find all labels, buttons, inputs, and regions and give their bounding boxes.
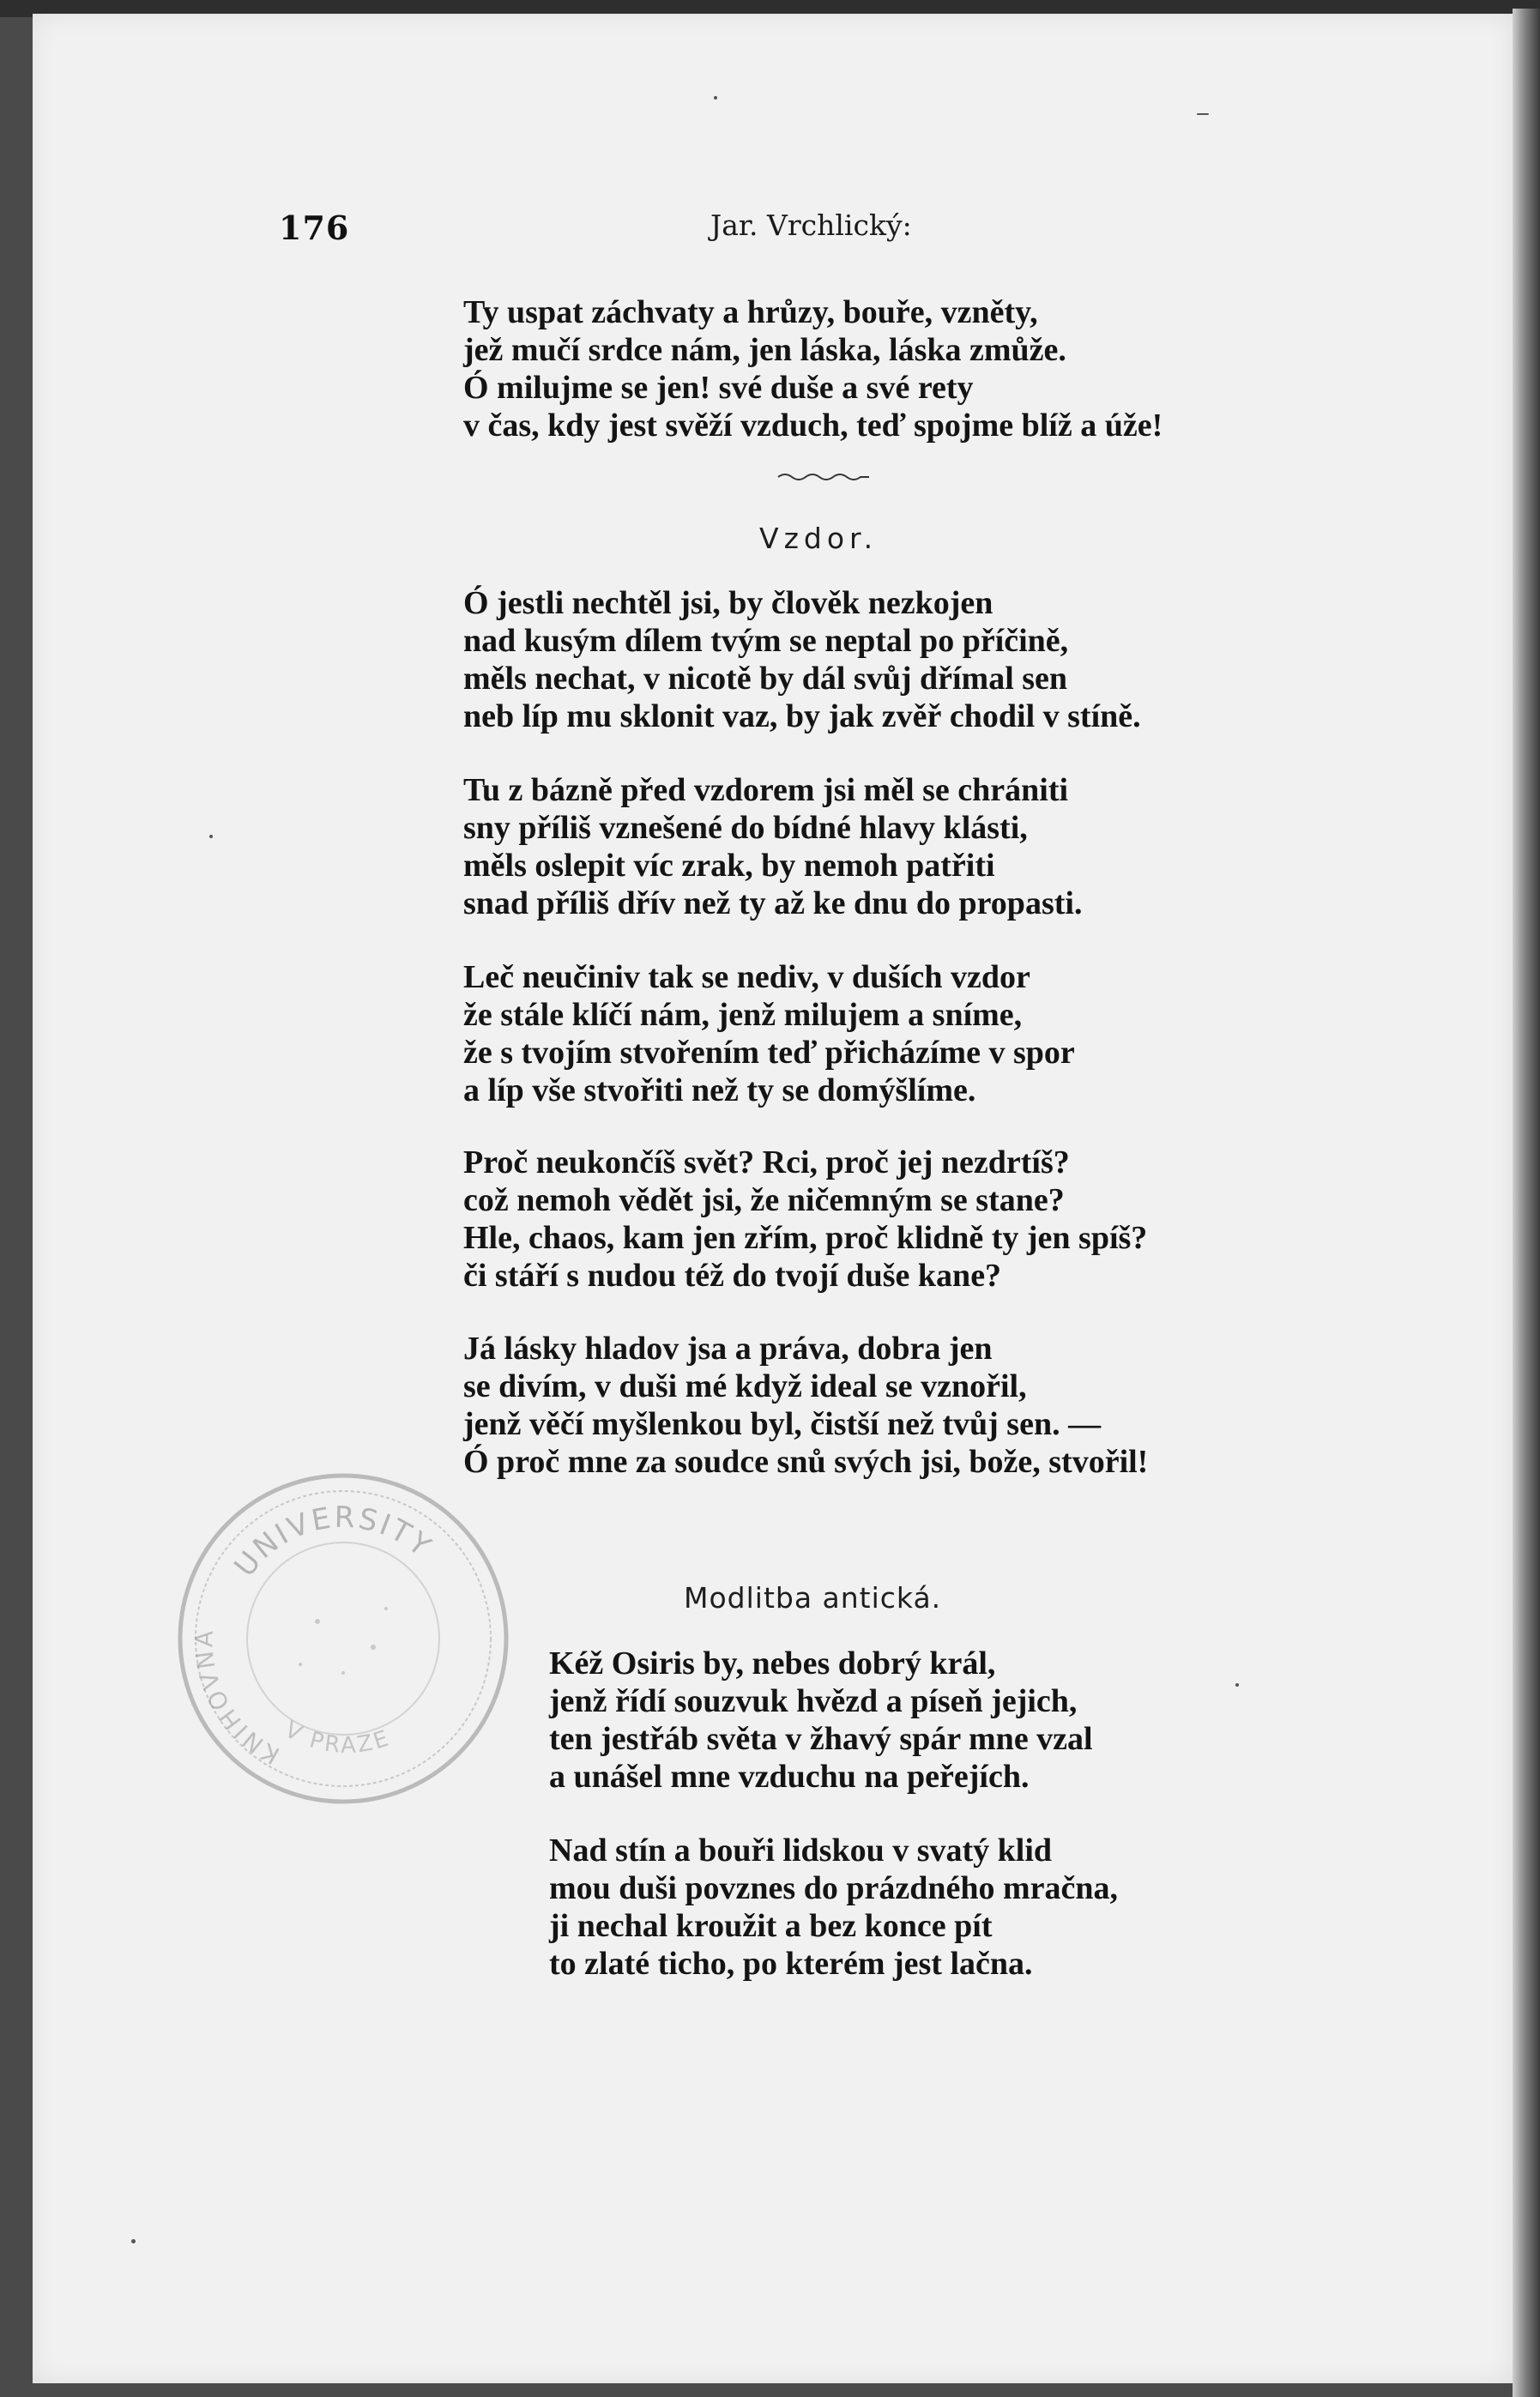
verse-line: Já lásky hladov jsa a práva, dobra jen bbox=[463, 1331, 993, 1367]
svg-text:V PRAZE bbox=[281, 1717, 394, 1758]
library-stamp-icon bbox=[172, 1467, 515, 1810]
verse-line: to zlaté ticho, po kterém jest lačna. bbox=[549, 1946, 1033, 1982]
vzdor-stanza-5 bbox=[463, 1330, 1148, 1481]
verse-line: Ty uspat záchvaty a hrůzy, bouře, vzněty, bbox=[463, 294, 1038, 330]
verse-line: mou duši povznes do prázdného mračna, bbox=[549, 1870, 1118, 1906]
verse-line: či stáří s nudou též do tvojí duše kane? bbox=[463, 1258, 1002, 1294]
verse-line: že stále klíčí nám, jenž milujem a sníme, bbox=[463, 997, 1023, 1033]
verse-line: v čas, kdy jest svěží vzduch, teď spojme blíž a úže! bbox=[463, 408, 1163, 444]
verse-line: měls oslepit víc zrak, by nemoh patřiti bbox=[463, 848, 995, 884]
svg-text:UNIVERSITY bbox=[227, 1500, 438, 1584]
paper-speck bbox=[131, 2239, 136, 2243]
verse-line: se divím, v duši mé když ideal se vznořil, bbox=[463, 1368, 1027, 1404]
vzdor-stanza-2 bbox=[463, 771, 1082, 922]
paper-speck bbox=[1235, 1683, 1239, 1687]
verse-line: že s tvojím stvořením teď přicházíme v spor bbox=[463, 1035, 1075, 1071]
verse-line: ji nechal kroužit a bez konce pít bbox=[549, 1908, 993, 1944]
stamp-text-top: UNIVERSITY bbox=[227, 1500, 439, 1584]
paper-speck bbox=[1197, 113, 1209, 115]
page-number: 176 bbox=[279, 208, 350, 247]
verse-line: Ó jestli nechtěl jsi, by člověk nezkojen bbox=[463, 585, 993, 621]
paper-speck bbox=[714, 96, 717, 100]
verse-line: což nemoh vědět jsi, že ničemným se stane? bbox=[463, 1182, 1065, 1218]
stamp-text-left: KNIHOVNA bbox=[190, 1627, 285, 1771]
verse-line: ten jestřáb světa v žhavý spár mne vzal bbox=[549, 1721, 1093, 1757]
verse-line: Hle, chaos, kam jen zřím, proč klidně ty jen spíš? bbox=[463, 1220, 1148, 1256]
verse-line: neb líp mu sklonit vaz, by jak zvěř chodil v stíně. bbox=[463, 698, 1141, 734]
verse-line: Ó proč mne za soudce snů svých jsi, bože, stvořil! bbox=[463, 1444, 1149, 1480]
verse-line: sny příliš vznešené do bídné hlavy klásti, bbox=[463, 810, 1028, 846]
verse-line: jež mučí srdce nám, jen láska, láska zmůže. bbox=[463, 332, 1066, 368]
svg-text:KNIHOVNA bbox=[190, 1627, 284, 1770]
verse-line: nad kusým dílem tvým se neptal po příčině, bbox=[463, 623, 1069, 659]
verse-line: Tu z bázně před vzdorem jsi měl se chrániti bbox=[463, 772, 1069, 808]
verse-line: snad příliš dřív než ty až ke dnu do propasti. bbox=[463, 885, 1083, 921]
poem-title-vzdor: Vzdor. bbox=[759, 522, 879, 555]
verse-line: Kéž Osiris by, nebes dobrý král, bbox=[549, 1645, 996, 1682]
poem-title-modlitba: Modlitba antická. bbox=[684, 1581, 942, 1615]
running-head: Jar. Vrchlický: bbox=[710, 208, 912, 242]
verse-line: Nad stín a bouři lidskou v svatý klid bbox=[549, 1832, 1053, 1869]
verse-line: Ó milujme se jen! své duše a své rety bbox=[463, 370, 974, 406]
stamp-text-bottom: V PRAZE bbox=[280, 1717, 395, 1759]
modlitba-stanza-1 bbox=[549, 1645, 1093, 1796]
verse-line: a líp vše stvořiti než ty se domýšlíme. bbox=[463, 1072, 976, 1108]
modlitba-stanza-2 bbox=[549, 1832, 1118, 1983]
verse-line: jenž věčí myšlenkou byl, čistší než tvůj sen. — bbox=[463, 1406, 1102, 1442]
vzdor-stanza-1 bbox=[463, 584, 1141, 735]
verse-line: jenž řídí souzvuk hvězd a píseň jejich, bbox=[549, 1683, 1078, 1719]
verse-line: a unášel mne vzduchu na peřejích. bbox=[549, 1759, 1030, 1795]
section-flourish bbox=[776, 470, 871, 482]
intro-stanza bbox=[463, 293, 1163, 444]
verse-line: Proč neukončíš svět? Rci, proč jej nezdrtíš? bbox=[463, 1144, 1070, 1180]
vzdor-stanza-3 bbox=[463, 958, 1075, 1109]
vzdor-stanza-4 bbox=[463, 1144, 1147, 1295]
paper-speck bbox=[209, 835, 213, 838]
book-fore-edge bbox=[1513, 9, 1540, 2397]
verse-line: měls nechat, v nicotě by dál svůj dřímal sen bbox=[463, 661, 1068, 697]
verse-line: Leč neučiniv tak se nediv, v duších vzdor bbox=[463, 959, 1030, 995]
